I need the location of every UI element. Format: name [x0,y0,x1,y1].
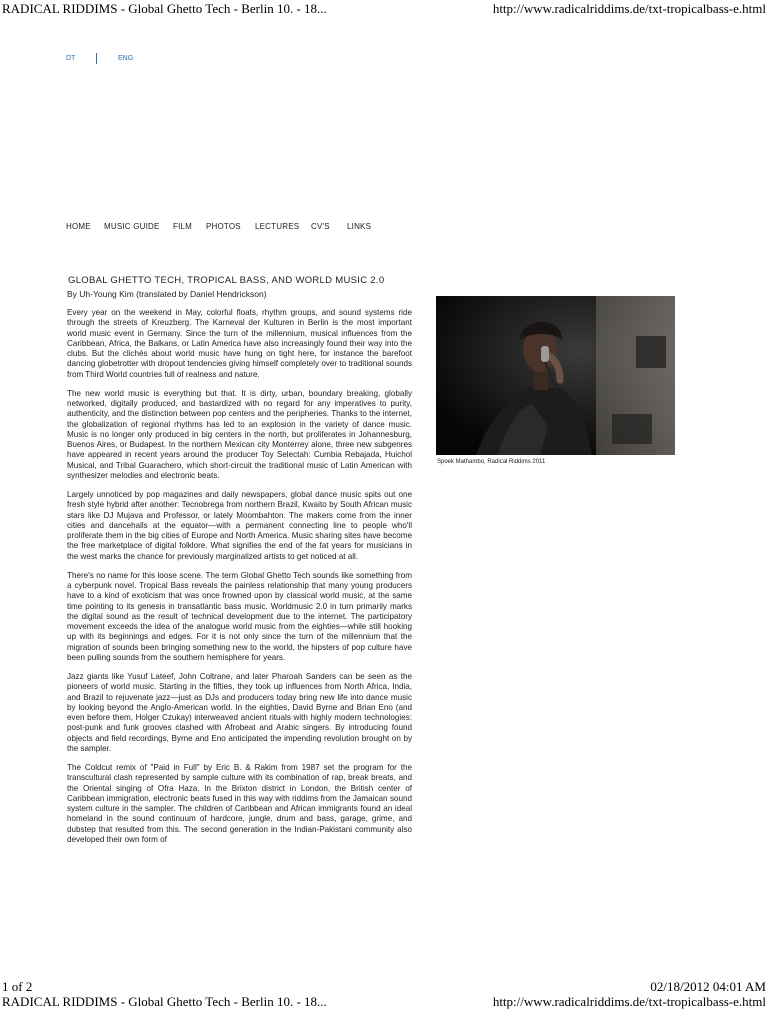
photo-caption: Spoek Mathambo, Radical Riddims 2011 [437,459,546,465]
print-header [0,1,768,17]
nav-photos[interactable]: PHOTOS [206,222,241,231]
nav-cvs[interactable]: CV'S [311,222,330,231]
article-paragraph: Jazz giants like Yusuf Lateef, John Coltrane, and later Pharoah Sanders can be seen as the pioneers of world music. Starting in the fifties, they took up influences from North Africa, India, and Brazil to rejuvenate jazz—just as DJs and producers today bring new life into dance music by looking beyond the Anglo-American world. In the eighties, David Byrne and Brian Eno (and even before them, Holger Czukay) interweaved ancient rituals with highly modern technologies: post-punk and funk grooves clashed with Afrobeat and Arabic singers. By introducing found objects and field recordings, Byrne and Eno anticipated the impending revolution brought on by the sampler. [67,672,412,753]
print-header-url: http://www.radicalriddims.de/txt-tropicalbass-e.html [492,1,766,16]
nav-lectures[interactable]: LECTURES [255,222,300,231]
article-byline: By Uh-Young Kim (translated by Daniel Hendrickson) [67,289,267,299]
lang-de-link[interactable]: DT [66,55,76,62]
lang-divider [96,53,97,64]
article-title: GLOBAL GHETTO TECH, TROPICAL BASS, AND WORLD MUSIC 2.0 [68,275,385,286]
print-timestamp: 02/18/2012 04:01 AM [650,979,766,994]
article-paragraph: Largely unnoticed by pop magazines and daily newspapers, global dance music spits out one fresh style hybrid after another: Tecnobrega from northern Brazil, Kwaito by South African music stars like DJ Mujava and Professor, or lately Moombahton. The makers come from the inner cities and dancehalls at the equator—with a permanent connecting line to people who'll proliferate them in the big cities of Europe and North America. Music sharing sites have become the free marketplace of digital folklore. What signifies the end of the fat years for musicians in the west marks the chance for previously marginalized artists to get noticed at all. [67,490,412,561]
nav-film[interactable]: FILM [173,222,193,231]
nav-links[interactable]: LINKS [347,222,372,231]
performer-photo [436,296,675,455]
article-paragraph: There's no name for this loose scene. The term Global Ghetto Tech sounds like something from a cyberpunk novel. Tropical Bass reveals the painless relationship that many young producers have to a kind of exoticism that was once frowned upon by classical world music, at the same time pointing to its genesis in transatlantic bass music. Worldmusic 2.0 in turn primarily marks the digital sound as the result of technical development due to the internet. The participatory movement exceeds the idea of the analogue world music from the eighties—while still hooking up with its beginnings and edges. For it is not only since the turn of the millennium that the migration of sounds been bringing something new to the world, the hipsters of pop culture have been pulling sounds from the southern hemisphere for years. [67,570,412,662]
article-paragraph: Every year on the weekend in May, colorful floats, rhythm groups, and sound systems ride through the streets of Kreuzberg. The Karneval der Kulturen in Berlin is the most important world music event in Germany. Since the turn of the millennium, musical influences from the Caribbean, Africa, the Balkans, or Latin America have also increasingly found their way into the clubs. But the clichés about world music have hung on tight here, for instance the barefoot dancing globetrotter with dropout tendencies giving himself completely over to traditional sounds from Third World countries full of realness and nature. [67,308,412,379]
performer-photo-illustration [436,296,675,455]
article-body [67,308,412,854]
article-paragraph: The Coldcut remix of "Paid in Full" by Eric B. & Rakim from 1987 set the program for the transcultural clash represented by sample culture with its combination of rap, break breats, and the Oriental singing of Ofra Haza. In the Brixton district in London, the British center of Caribbean immigration, electronic beats fused in this way with riddims from the Jamaican sound system culture in the sampler. The children of Caribbean and African immigrants found an ideal homeland in the sound continuum of hardcore, jungle, drum and bass, garage, grime, and dubstep that resulted from this. The second generation in the Indian-Pakistani community also developed their own form of [67,763,412,844]
nav-home[interactable]: HOME [66,222,91,231]
print-header-title: RADICAL RIDDIMS - Global Ghetto Tech - Berlin 10. - 18... [2,1,327,16]
page-number: 1 of 2 [2,979,33,994]
print-footer-title: RADICAL RIDDIMS - Global Ghetto Tech - Berlin 10. - 18... [2,994,327,1009]
article-paragraph: The new world music is everything but that. It is dirty, urban, boundary breaking, globally networked, digitally produced, and bastardized with no regard for any imperatives to purity, authenticity, and the distinction between pop centers and the peripheries. Thanks to the internet, the globalization of regional rhythms has led to an explosion in the variety of dance music. Music is no longer only produced in big centers in the north, but proliferates in Johannesburg, Buenos Aires, or Budapest. In the northern Mexican city Monterrey alone, three new subgenres have appeared in recent years around the producer Toy Selectah: Cumbia Rebajada, Huichol Musical, and Tribal Guarachero, which short-circuit the traditional music of Latin American with synthesizer melodies and electronic beats. [67,388,412,480]
print-footer-url: http://www.radicalriddims.de/txt-tropicalbass-e.html [492,994,766,1009]
lang-en-link[interactable]: ENG [118,55,134,62]
nav-music-guide[interactable]: MUSIC GUIDE [104,222,160,231]
